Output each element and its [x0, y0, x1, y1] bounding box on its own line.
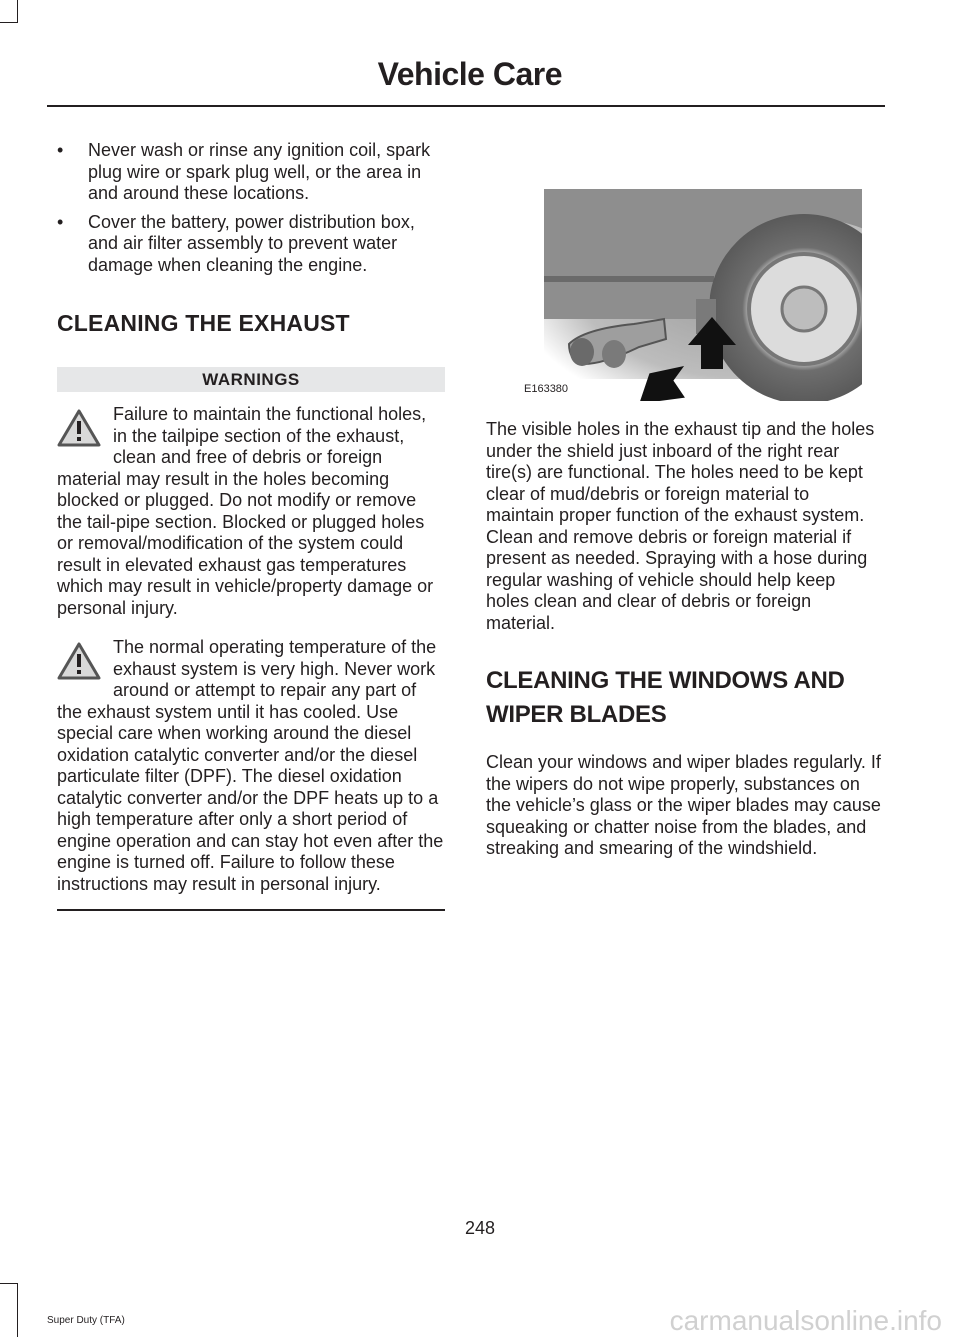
- section-title: CLEANING THE WINDOWS AND WIPER BLADES: [486, 667, 845, 728]
- exhaust-paragraph: The visible holes in the exhaust tip and the holes under the shield just inboard of the right rear tire(s) are functional. The holes need to be kept clear of mud/debris or foreign material to maintain proper function of the exhaust system. Clean and remove debris or foreign material if present as needed. Spraying with a hose during regular washing of vehicle should help keep holes clean and clear of debris or foreign material.: [486, 419, 875, 633]
- crop-mark: [0, 1283, 18, 1284]
- warning-item: Failure to maintain the functional holes, in the tailpipe section of the exhaust, clean and free of debris or foreign material may result in the holes becoming blocked or plugged. Do not modify or remove the tail-pipe section. Blocked or plugged holes or removal/modification of the system could result in elevated exhaust gas temperatures which may result in vehicle/property damage or personal injury.: [57, 404, 434, 618]
- list-item: • Cover the battery, power distribution box, and air filter assembly to prevent water damage when cleaning the engine.: [57, 211, 415, 275]
- page-title: Vehicle Care: [377, 56, 562, 92]
- exhaust-illustration: [514, 169, 862, 401]
- crop-mark: [17, 0, 18, 22]
- windows-paragraph: Clean your windows and wiper blades regularly. If the wipers do not wipe properly, substances on the vehicle’s glass or the wiper blades may cause squeaking or chatter noise from the blades, and streaking and smearing of the windshield.: [486, 752, 881, 858]
- warning-triangle-icon: [57, 408, 101, 448]
- right-column: [486, 145, 882, 860]
- bullet-list: [57, 140, 445, 276]
- warning-triangle-icon: [57, 641, 101, 681]
- header-rule: [47, 105, 885, 107]
- figure-label: E163380: [524, 383, 569, 395]
- crop-mark: [0, 22, 18, 23]
- list-item: • Never wash or rinse any ignition coil, spark plug wire or spark plug well, or the area in and around these locations.: [57, 140, 431, 203]
- section-title: CLEANING THE EXHAUST: [57, 310, 350, 336]
- warning-item: The normal operating temperature of the exhaust system is very high. Never work around or attempt to repair any part of the exhaust system until it has cooled. Use special care when working around the diesel oxidation catalytic converter and/or the diesel particulate filter (DPF). The diesel oxidation catalytic converter and/or the DPF heats up to a high temperature after only a short period of engine operation and can stay hot even after the engine is turned off. Failure to follow these instructions may result in personal injury.: [57, 637, 444, 894]
- warning-end-rule: [57, 909, 445, 911]
- left-column: [57, 140, 445, 911]
- warnings-heading: WARNINGS: [57, 367, 445, 392]
- crop-mark: [17, 1283, 18, 1337]
- footer-text: Super Duty (TFA): [47, 1315, 125, 1326]
- page-number: 248: [464, 1218, 496, 1238]
- watermark: carmanualsonline.info: [669, 1305, 942, 1336]
- exhaust-figure-image: [514, 169, 862, 401]
